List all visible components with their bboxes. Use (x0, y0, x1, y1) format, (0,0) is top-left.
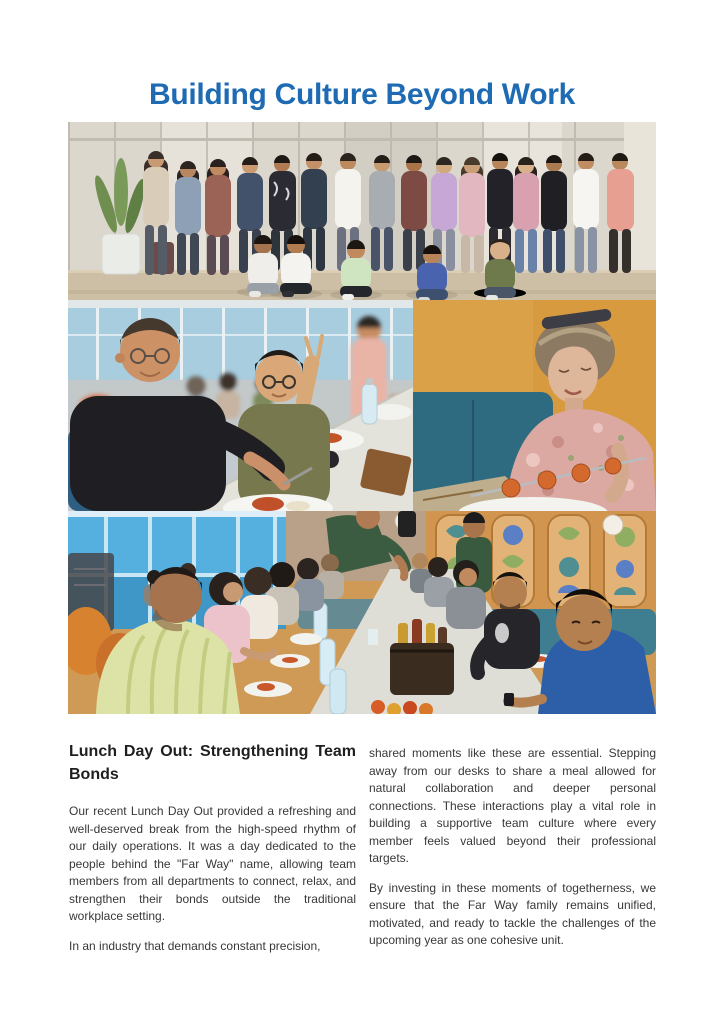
article-paragraph: In an industry that demands constant precision, (69, 938, 321, 953)
article-column-right (369, 740, 656, 967)
article-paragraph: By investing in these moments of togetherness, we ensure that the Far Way family remains unified, motivated, and ready to tackle the challenges of the upcoming year as one cohesive unit. (369, 880, 656, 947)
collage-row-bottom (68, 511, 656, 714)
lunch-table-photo (68, 300, 413, 511)
article-body (69, 740, 656, 967)
article-paragraph: Our recent Lunch Day Out provided a refreshing and well-deserved break from the high-speed rhythm of our daily operations. It was a day dedicated to the people behind the "Far Way" name, allowing team members from all departments to connect, relax, and strengthen their bonds outside the traditional workplace setting. (69, 804, 356, 923)
photo-collage (68, 122, 656, 714)
article-paragraph: shared moments like these are essential. Stepping away from our desks to share a meal allowed for natural collaboration and deeper personal connections. These interactions play a vital role in building a supportive team culture where every member feels valued beyond their professional targets. (369, 746, 656, 865)
team-member-photo (413, 300, 656, 511)
collage-row-middle (68, 300, 656, 511)
page-title: Building Culture Beyond Work (148, 78, 576, 111)
article-heading: Lunch Day Out: Strengthening Team Bonds (69, 743, 356, 783)
long-table-photo (68, 511, 656, 714)
article-column-left (69, 740, 356, 967)
group-photo (68, 122, 656, 300)
collage-row-top (68, 122, 656, 300)
